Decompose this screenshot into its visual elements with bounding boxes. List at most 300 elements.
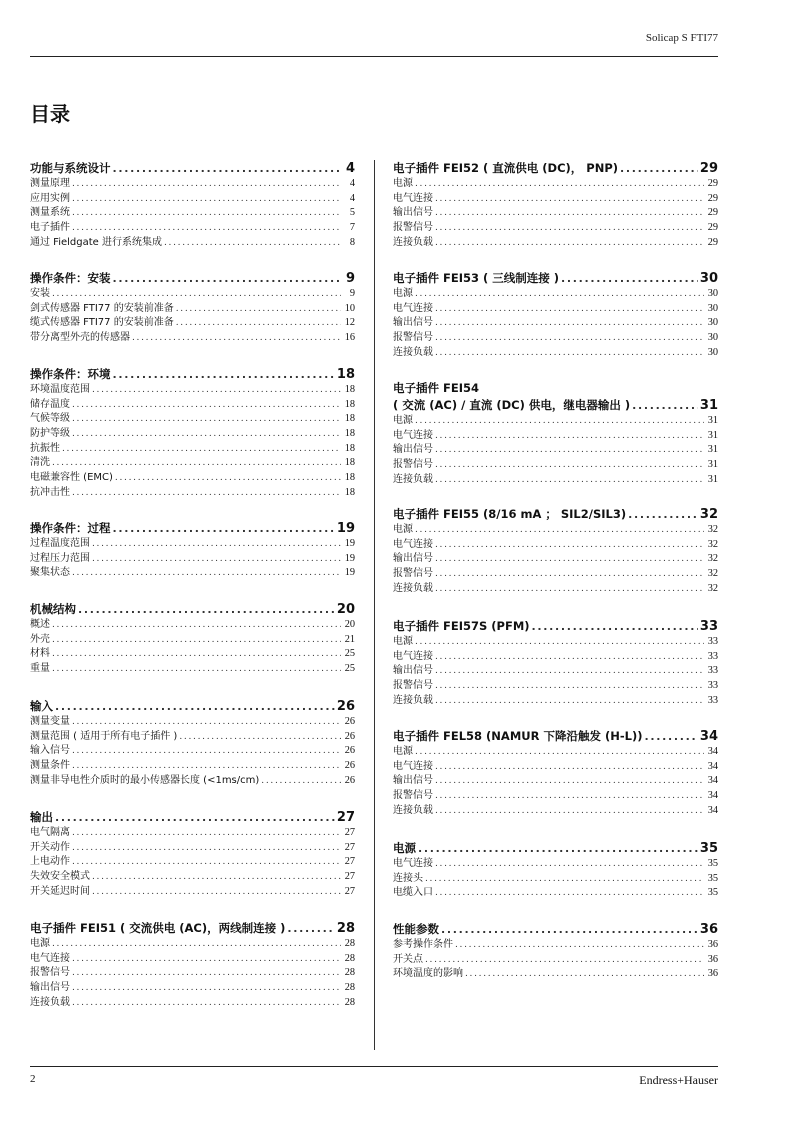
toc-entry-page: 30 [707, 302, 718, 314]
toc-entry[interactable] [30, 192, 355, 207]
toc-entry-title: 上电动作 [30, 856, 70, 868]
toc-entry-page: 32 [707, 538, 718, 550]
dot-leader [72, 566, 341, 581]
dot-leader [72, 206, 341, 221]
dot-leader [415, 287, 704, 302]
toc-entry-title: 报警信号 [393, 680, 433, 692]
dot-leader [435, 331, 704, 346]
dot-leader [72, 192, 341, 207]
dot-leader [52, 618, 341, 633]
toc-entry[interactable] [393, 206, 718, 221]
toc-entry-title: 电源 [393, 524, 413, 535]
toc-entry-title: 电气连接 [393, 429, 433, 441]
toc-section-heading-page: 4 [345, 161, 355, 176]
dot-leader [72, 966, 341, 981]
toc-entry[interactable] [30, 316, 355, 331]
toc-entry[interactable] [393, 192, 718, 207]
toc-section-heading-title: 电子插件 FEI57S (PFM) [393, 619, 530, 633]
toc-entry-page: 36 [707, 968, 718, 980]
toc-entry[interactable] [30, 537, 355, 552]
toc-entry-title: 通过 Fieldgate 进行系统集成 [30, 236, 162, 248]
dot-leader [628, 506, 698, 523]
toc-entry-page: 16 [344, 332, 355, 344]
toc-entry-page: 33 [707, 680, 718, 692]
toc-entry[interactable] [393, 523, 718, 538]
toc-section-heading-page: 33 [699, 619, 718, 634]
toc-entry[interactable] [30, 221, 355, 236]
toc-entry-title: 环境温度范围 [30, 384, 90, 395]
toc-entry[interactable] [30, 759, 355, 774]
toc-section-heading-page: 32 [699, 507, 718, 522]
toc-entry-page: 27 [344, 827, 355, 838]
toc-entry[interactable] [30, 331, 355, 346]
toc-entry[interactable] [30, 412, 355, 427]
toc-section-heading-title: 机械结构 [30, 602, 76, 616]
toc-entry-title: 报警信号 [393, 568, 433, 580]
toc-entry[interactable] [30, 236, 355, 251]
toc-section [393, 840, 718, 901]
page-number: 2 [30, 1073, 36, 1085]
toc-entry-title: 电源 [393, 178, 413, 189]
dot-leader [435, 458, 704, 473]
toc-section-heading[interactable] [393, 270, 718, 287]
toc-section-heading-page: 31 [699, 398, 718, 413]
dot-leader [435, 774, 704, 789]
dot-leader [435, 221, 704, 236]
dot-leader [287, 920, 335, 937]
toc-entry-title: 环境温度的影响 [393, 968, 463, 980]
dot-leader [435, 302, 704, 317]
toc-entry-page: 32 [707, 553, 718, 565]
dot-leader [425, 953, 704, 968]
toc-entry[interactable] [393, 287, 718, 302]
toc-entry-title: 失效安全模式 [30, 871, 90, 883]
toc-section-heading-title: 操作条件：安装 [30, 271, 111, 285]
toc-entry-page: 34 [707, 775, 718, 787]
toc-entry[interactable] [30, 383, 355, 398]
toc-entry[interactable] [30, 730, 355, 745]
toc-section-heading-page: 29 [699, 161, 718, 176]
dot-leader [415, 745, 704, 760]
toc-entry[interactable] [393, 346, 718, 361]
toc-section [393, 921, 718, 982]
toc-entry-page: 29 [707, 178, 718, 189]
toc-section-heading-page: 19 [336, 521, 355, 536]
toc-entry[interactable] [30, 662, 355, 677]
toc-section-heading-title: 功能与系统设计 [30, 161, 111, 175]
toc-entry-title: 连接负载 [393, 236, 433, 248]
toc-entry-page: 30 [707, 332, 718, 344]
toc-entry[interactable] [30, 885, 355, 900]
dot-leader [415, 177, 704, 192]
toc-entry[interactable] [30, 855, 355, 870]
toc-section-heading[interactable] [393, 728, 718, 745]
toc-section [30, 160, 355, 250]
toc-entry[interactable] [393, 635, 718, 650]
toc-entry-title: 电气隔离 [30, 827, 70, 838]
toc-entry[interactable] [393, 789, 718, 804]
toc-section-heading-line1[interactable] [393, 380, 718, 397]
toc-entry-title: 开关点 [393, 953, 423, 965]
toc-entry-page: 31 [707, 415, 718, 426]
toc-entry-page: 35 [707, 872, 718, 884]
toc-entry[interactable] [30, 826, 355, 841]
toc-entry[interactable] [393, 694, 718, 709]
toc-entry-title: 参考操作条件 [393, 939, 453, 950]
toc-entry-page: 29 [707, 236, 718, 248]
dot-leader [435, 567, 704, 582]
toc-entry-page: 34 [707, 790, 718, 802]
toc-entry-page: 34 [707, 804, 718, 816]
toc-entry-title: 报警信号 [393, 790, 433, 802]
footer-divider [30, 1066, 718, 1067]
toc-entry[interactable] [30, 715, 355, 730]
toc-section [393, 160, 718, 250]
toc-entry[interactable] [393, 804, 718, 819]
toc-entry-title: 输出信号 [393, 207, 433, 219]
toc-entry-title: 输入信号 [30, 745, 70, 757]
toc-entry[interactable] [393, 177, 718, 192]
toc-entry[interactable] [393, 221, 718, 236]
dot-leader [441, 921, 698, 938]
toc-section-heading[interactable] [393, 397, 718, 414]
toc-entry[interactable] [393, 857, 718, 872]
toc-entry[interactable] [393, 886, 718, 901]
toc-section-heading[interactable] [30, 366, 355, 383]
toc-entry-page: 33 [707, 665, 718, 677]
toc-entry[interactable] [30, 744, 355, 759]
dot-leader [52, 456, 341, 471]
toc-entry-page: 5 [349, 207, 355, 219]
toc-entry-page: 31 [707, 444, 718, 456]
toc-entry-page: 32 [707, 582, 718, 594]
toc-section [393, 506, 718, 596]
toc-entry[interactable] [393, 414, 718, 429]
toc-entry[interactable] [393, 331, 718, 346]
dot-leader [72, 221, 341, 236]
toc-entry-title: 安装 [30, 288, 50, 299]
toc-section-heading-title: 电子插件 FEI53 ( 三线制连接 ) [393, 271, 560, 285]
dot-leader [176, 302, 341, 317]
toc-section-heading[interactable] [393, 506, 718, 523]
dot-leader [115, 471, 341, 486]
dot-leader [62, 442, 341, 457]
toc-entry-title: 电源 [393, 746, 413, 757]
toc-entry[interactable] [393, 938, 718, 953]
toc-entry-title: 测量范围 ( 适用于所有电子插件 ) [30, 730, 178, 742]
toc-section [393, 380, 718, 487]
toc-entry[interactable] [30, 870, 355, 885]
dot-leader [435, 192, 704, 207]
toc-entry-page: 12 [344, 317, 355, 329]
dot-leader [435, 694, 704, 709]
toc-entry-page: 35 [707, 858, 718, 869]
dot-leader [72, 398, 341, 413]
toc-entry-title: 输出信号 [393, 553, 433, 565]
toc-entry[interactable] [30, 206, 355, 221]
toc-entry-page: 27 [344, 856, 355, 868]
toc-section-heading[interactable] [393, 160, 718, 177]
toc-entry-title: 抗振性 [30, 442, 60, 454]
toc-entry-page: 30 [707, 317, 718, 329]
toc-entry[interactable] [393, 567, 718, 582]
dot-leader [72, 981, 341, 996]
dot-leader [620, 160, 698, 177]
dot-leader [92, 383, 341, 398]
toc-entry[interactable] [393, 236, 718, 251]
toc-section [30, 366, 355, 501]
toc-entry-page: 18 [344, 472, 355, 484]
dot-leader [55, 698, 335, 715]
toc-section-heading-title: 输入 [30, 699, 53, 713]
dot-leader [92, 885, 341, 900]
toc-entry-page: 18 [344, 384, 355, 395]
toc-section-heading-title: 电子插件 FEI55 (8/16 mA ； SIL2/SIL3) [393, 507, 627, 521]
toc-entry[interactable] [30, 966, 355, 981]
dot-leader [435, 538, 704, 553]
toc-entry[interactable] [393, 774, 718, 789]
dot-leader [72, 427, 341, 442]
dot-leader [435, 804, 704, 819]
toc-entry[interactable] [30, 442, 355, 457]
dot-leader [435, 429, 704, 444]
toc-entry-title: 电源 [393, 415, 413, 426]
toc-section-heading-page: 26 [336, 699, 355, 714]
toc-entry[interactable] [30, 996, 355, 1011]
toc-entry[interactable] [393, 473, 718, 488]
toc-section [30, 601, 355, 677]
toc-entry-page: 29 [707, 207, 718, 219]
toc-section-heading-title: 性能参数 [393, 922, 439, 936]
dot-leader [435, 679, 704, 694]
toc-entry-page: 25 [344, 663, 355, 675]
toc-entry-title: 测量系统 [30, 207, 70, 219]
toc-entry-page: 33 [707, 650, 718, 662]
toc-entry[interactable] [30, 937, 355, 952]
dot-leader [113, 160, 342, 177]
toc-entry-title: 剑式传感器 FTI77 的安装前准备 [30, 302, 174, 314]
toc-entry-title: 电缆入口 [393, 887, 433, 899]
dot-leader [52, 287, 341, 302]
dot-leader [132, 331, 341, 346]
toc-entry[interactable] [30, 841, 355, 856]
toc-entry[interactable] [30, 471, 355, 486]
toc-entry-page: 28 [344, 982, 355, 994]
dot-leader [52, 633, 341, 648]
dot-leader [52, 662, 341, 677]
toc-entry[interactable] [393, 302, 718, 317]
toc-section [30, 698, 355, 788]
toc-entry-page: 34 [707, 760, 718, 772]
dot-leader [435, 346, 704, 361]
toc-entry[interactable] [393, 967, 718, 982]
toc-section-heading-page: 18 [336, 367, 355, 382]
toc-entry[interactable] [393, 429, 718, 444]
toc-section-heading[interactable] [30, 809, 355, 826]
toc-section-heading-page: 28 [336, 921, 355, 936]
toc-section-heading-title: ( 交流 (AC) / 直流 (DC) 供电，继电器输出 ) [393, 398, 631, 412]
toc-entry[interactable] [393, 760, 718, 775]
dot-leader [92, 552, 341, 567]
toc-entry-title: 电气连接 [393, 538, 433, 550]
toc-section [393, 728, 718, 818]
toc-entry-page: 33 [707, 636, 718, 647]
dot-leader [72, 996, 341, 1011]
toc-entry-page: 31 [707, 473, 718, 485]
toc-section [30, 809, 355, 899]
toc-entry-title: 电子插件 [30, 222, 70, 234]
toc-entry[interactable] [393, 679, 718, 694]
toc-entry-page: 34 [707, 746, 718, 757]
toc-entry-page: 30 [707, 346, 718, 358]
toc-entry[interactable] [393, 552, 718, 567]
toc-entry-page: 18 [344, 398, 355, 410]
toc-entry[interactable] [30, 981, 355, 996]
toc-section-heading-page: 30 [699, 271, 718, 286]
dot-leader [261, 774, 341, 789]
toc-section-heading-page: 20 [336, 602, 355, 617]
toc-section-heading-page: 34 [699, 729, 718, 744]
toc-entry-page: 20 [344, 619, 355, 630]
dot-leader [435, 857, 704, 872]
toc-entry-title: 测量变量 [30, 716, 70, 727]
toc-entry-page: 18 [344, 486, 355, 498]
toc-entry-page: 28 [344, 996, 355, 1008]
toc-entry[interactable] [30, 952, 355, 967]
dot-leader [52, 937, 341, 952]
dot-leader [72, 412, 341, 427]
dot-leader [92, 537, 341, 552]
toc-entry-title: 测量条件 [30, 760, 70, 772]
toc-entry-title: 连接头 [393, 872, 423, 884]
toc-section-heading-line1-text: 电子插件 FEI54 [393, 381, 479, 395]
dot-leader [113, 520, 335, 537]
toc-entry[interactable] [30, 302, 355, 317]
toc-entry[interactable] [393, 316, 718, 331]
toc-entry[interactable] [30, 566, 355, 581]
toc-section-heading[interactable] [393, 618, 718, 635]
toc-entry-title: 连接负载 [30, 996, 70, 1008]
toc-entry-page: 29 [707, 192, 718, 204]
toc-entry-title: 报警信号 [393, 459, 433, 471]
toc-entry[interactable] [30, 427, 355, 442]
toc-entry-title: 开关动作 [30, 841, 70, 853]
toc-entry[interactable] [30, 552, 355, 567]
toc-entry-title: 电气连接 [393, 760, 433, 772]
toc-entry[interactable] [393, 650, 718, 665]
toc-section-heading-title: 电子插件 FEL58 (NAMUR 下降沿触发 (H-L)) [393, 729, 643, 743]
toc-section-heading-page: 36 [699, 922, 718, 937]
toc-entry[interactable] [393, 458, 718, 473]
toc-entry[interactable] [393, 443, 718, 458]
toc-entry[interactable] [393, 664, 718, 679]
toc-entry-title: 带分离型外壳的传感器 [30, 332, 130, 344]
toc-entry[interactable] [30, 618, 355, 633]
toc-entry[interactable] [30, 287, 355, 302]
dot-leader [72, 826, 341, 841]
toc-entry-title: 连接负载 [393, 473, 433, 485]
toc-section-heading[interactable] [30, 698, 355, 715]
toc-entry-page: 35 [707, 887, 718, 899]
toc-entry-page: 28 [344, 952, 355, 964]
toc-section-heading[interactable] [30, 920, 355, 937]
dot-leader [113, 270, 342, 287]
toc-section-heading[interactable] [30, 520, 355, 537]
dot-leader [164, 236, 341, 251]
toc-section-heading-page: 9 [345, 271, 355, 286]
toc-entry-title: 测量非导电性介质时的最小传感器长度 (<1ms/cm) [30, 774, 260, 786]
toc-entry[interactable] [30, 774, 355, 789]
dot-leader [435, 316, 704, 331]
toc-entry-title: 过程温度范围 [30, 538, 90, 549]
dot-leader [179, 730, 341, 745]
toc-section-heading-title: 电源 [393, 841, 416, 855]
toc-entry-page: 4 [349, 192, 355, 204]
toc-section-heading-title: 电子插件 FEI52 ( 直流供电 (DC)， PNP) [393, 161, 619, 175]
toc-section [30, 270, 355, 346]
toc-entry-page: 33 [707, 694, 718, 706]
toc-entry[interactable] [30, 398, 355, 413]
toc-entry-page: 26 [344, 716, 355, 727]
dot-leader [561, 270, 698, 287]
toc-entry-title: 输出信号 [393, 665, 433, 677]
dot-leader [72, 952, 341, 967]
toc-entry-title: 电气连接 [393, 302, 433, 314]
toc-entry-page: 26 [344, 760, 355, 772]
toc-entry-title: 连接负载 [393, 346, 433, 358]
toc-entry[interactable] [393, 538, 718, 553]
toc-entry[interactable] [30, 633, 355, 648]
toc-entry[interactable] [30, 456, 355, 471]
toc-entry[interactable] [393, 872, 718, 887]
toc-section-heading[interactable] [30, 160, 355, 177]
toc-section-heading[interactable] [393, 921, 718, 938]
toc-entry-title: 输出信号 [30, 982, 70, 994]
toc-entry-title: 电源 [30, 938, 50, 949]
toc-entry[interactable] [393, 582, 718, 597]
toc-entry[interactable] [30, 486, 355, 501]
toc-entry-title: 电气连接 [393, 650, 433, 662]
toc-section-heading[interactable] [30, 601, 355, 618]
toc-section-heading[interactable] [393, 840, 718, 857]
dot-leader [72, 715, 341, 730]
toc-entry-page: 10 [344, 302, 355, 314]
header-divider [30, 56, 718, 57]
dot-leader [435, 664, 704, 679]
dot-leader [644, 728, 697, 745]
toc-section [393, 618, 718, 708]
toc-entry-title: 外壳 [30, 633, 50, 645]
brand-name: Endress+Hauser [639, 1073, 718, 1087]
toc-entry-title: 报警信号 [393, 332, 433, 344]
toc-entry-page: 19 [344, 538, 355, 549]
dot-leader [435, 886, 704, 901]
toc-entry[interactable] [30, 647, 355, 662]
toc-entry-title: 输出信号 [393, 775, 433, 787]
page-title: 目录 [30, 102, 70, 126]
toc-entry-title: 电源 [393, 636, 413, 647]
toc-entry-title: 应用实例 [30, 192, 70, 204]
toc-entry[interactable] [30, 177, 355, 192]
toc-entry-page: 4 [349, 178, 355, 189]
toc-entry-title: 输出信号 [393, 444, 433, 456]
toc-entry-page: 21 [344, 633, 355, 645]
toc-entry[interactable] [393, 953, 718, 968]
toc-section-heading[interactable] [30, 270, 355, 287]
dot-leader [455, 938, 704, 953]
dot-leader [435, 789, 704, 804]
toc-entry[interactable] [393, 745, 718, 760]
